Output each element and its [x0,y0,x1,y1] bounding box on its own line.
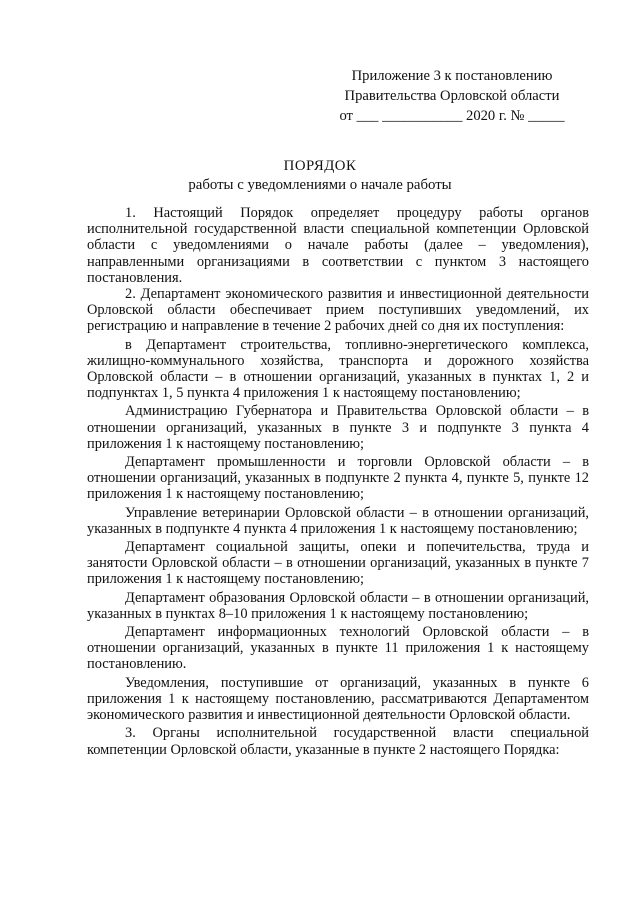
paragraph-8: Департамент образования Орловской области – в отношении организаций, указанных в пунктах 8–10 приложения 1 к настоящему постановлению; [87,589,589,622]
paragraph-4: Администрацию Губернатора и Правительства Орловской области – в отношении организаций, указанных в пункте 3 и подпункте 3 пункта 4 приложения 1 к настоящему постановлению; [87,403,589,452]
appendix-line-1: Приложение 3 к постановлению [351,68,553,84]
paragraph-1: 1. Настоящий Порядок определяет процедуру работы органов исполнительной государственной власти специальной компетенции Орловской области с уведомлениями о начале работы (далее – уведомления), направленными организациями в соответствии с пунктом 3 настоящего постановления. [87,205,589,286]
paragraph-9: Департамент информационных технологий Орловской области – в отношении организаций, указанных в пункте 11 приложения 1 к настоящему постановлению. [87,624,589,673]
appendix-line-3: от ___ ___________ 2020 г. № _____ [339,108,565,124]
paragraph-7: Департамент социальной защиты, опеки и попечительства, труда и занятости Орловской области – в отношении организаций, указанных в пункте 7 приложения 1 к настоящему постановлению; [87,539,589,588]
paragraph-10: Уведомления, поступившие от организаций, указанных в пункте 6 приложения 1 к настоящему постановлению, рассматриваются Департаментом экономического развития и инвестиционной деятельности Орловской области. [87,674,589,724]
document-body [87,205,589,758]
paragraph-5: Департамент промышленности и торговли Орловской области – в отношении организаций, указанных в подпункте 2 пункта 4, пункте 5, пункте 12 приложения 1 к настоящему постановлению; [87,454,589,503]
appendix-line-2: Правительства Орловской области [344,88,560,104]
paragraph-2: 2. Департамент экономического развития и инвестиционной деятельности Орловской области обеспечивает прием поступивших уведомлений, их регистрацию и направление в течение 2 рабочих дней со дня их поступления: [87,286,589,335]
paragraph-3: в Департамент строительства, топливно-энергетического комплекса, жилищно-коммунального хозяйства, транспорта и дорожного хозяйства Орловской области – в отношении организаций, указанных в пунктах 1, 2 и подпунктах 1, 5 пункта 4 приложения 1 к настоящему постановлению; [87,336,589,402]
paragraph-11: 3. Органы исполнительной государственной власти специальной компетенции Орловской области, указанные в пункте 2 настоящего Порядка: [87,725,589,758]
paragraph-6: Управление ветеринарии Орловской области – в отношении организаций, указанных в подпункте 4 пункта 4 приложения 1 к настоящему постановлению; [87,504,589,537]
document-subtitle: работы с уведомлениями о начале работы [188,177,452,193]
appendix-header [322,66,582,126]
document-title: ПОРЯДОК [283,158,357,174]
